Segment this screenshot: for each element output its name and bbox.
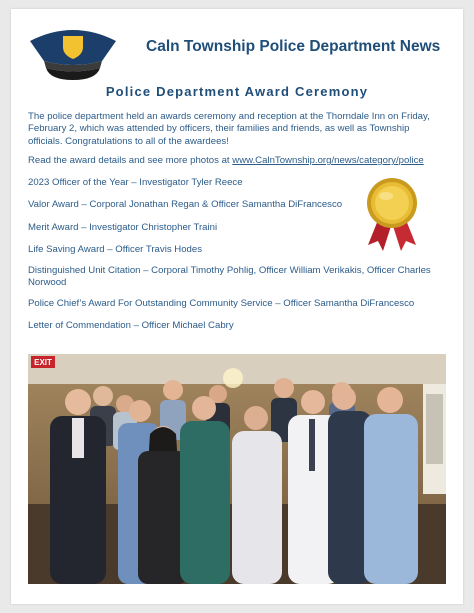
award-item-life-saving: Life Saving Award – Officer Travis Hodes: [28, 244, 203, 255]
award-item-unit-citation: Distinguished Unit Citation – Corporal Timothy Pohlig, Officer William Verikakis, Officer Charles Norwood: [28, 265, 431, 289]
article-heading: Police Department Award Ceremony: [105, 84, 369, 99]
details-line: [28, 155, 448, 166]
award-item-valor: Valor Award – Corporal Jonathan Regan & Officer Samantha DiFrancesco: [28, 199, 343, 210]
award-item-commendation: Letter of Commendation – Officer Michael Cabry: [28, 320, 234, 331]
award-ceremony-photo: [28, 354, 446, 584]
newsletter-page: [11, 9, 463, 604]
award-item-officer-of-year: 2023 Officer of the Year – Investigator Tyler Reece: [28, 177, 243, 188]
award-medal-icon: [364, 177, 420, 253]
article-intro: The police department held an awards ceremony and reception at the Thorndale Inn on Friday, February 2, which was attended by officers, their families and friends, as well as Township officials. Congratulations to all of the awardees!: [28, 111, 430, 147]
award-item-chiefs-award: Police Chief’s Award For Outstanding Community Service – Officer Samantha DiFrancesco: [28, 298, 415, 309]
police-hat-icon: [26, 17, 120, 83]
details-link[interactable]: www.CalnTownship.org/news/category/police: [232, 155, 424, 166]
details-prefix: Read the award details and see more photos at: [28, 155, 233, 166]
exit-sign: EXIT: [34, 358, 52, 367]
newsletter-title: Caln Township Police Department News: [146, 38, 441, 55]
award-item-merit: Merit Award – Investigator Christopher Traini: [28, 222, 218, 233]
